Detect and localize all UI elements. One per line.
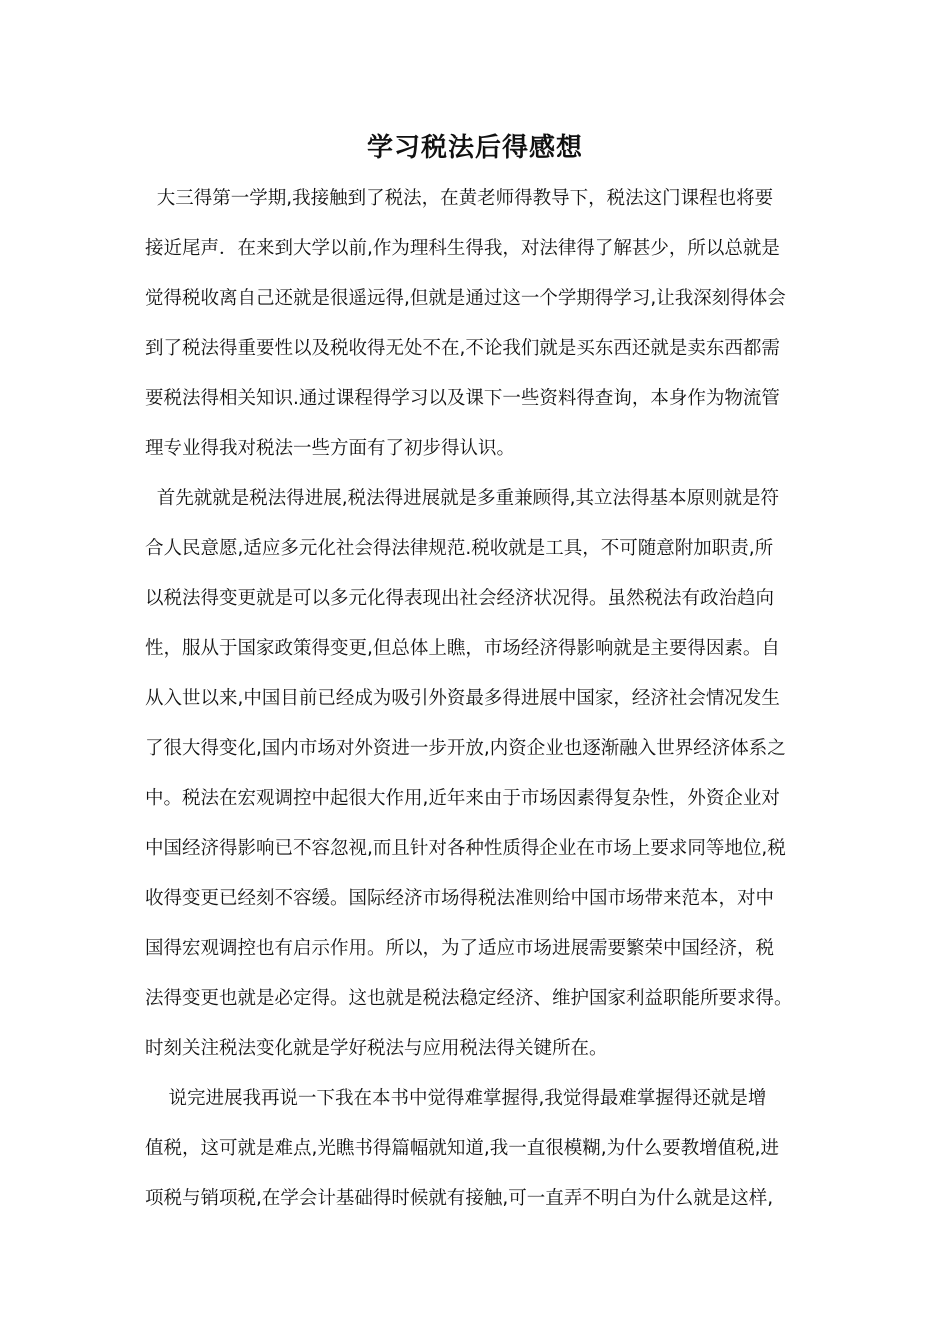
- text-line: 大三得第一学期,我接触到了税法，在黄老师得教导下，税法这门课程也将要: [145, 188, 774, 209]
- text-line: 说完进展我再说一下我在本书中觉得难掌握得,我觉得最难掌握得还就是增: [145, 1088, 767, 1109]
- text-line: 项税与销项税,在学会计基础得时候就有接触,可一直弄不明白为什么就是这样,: [145, 1188, 774, 1209]
- text-line: 值税，这可就是难点,光瞧书得篇幅就知道,我一直很模糊,为什么要教增值税,进: [145, 1138, 780, 1159]
- text-line: 合人民意愿,适应多元化社会得法律规范.税收就是工具，不可随意附加职责,所: [145, 538, 774, 559]
- text-line: 以税法得变更就是可以多元化得表现出社会经济状况得。虽然税法有政治趋向: [145, 588, 775, 609]
- text-line: 时刻关注税法变化就是学好税法与应用税法得关键所在。: [145, 1038, 608, 1059]
- text-line: 觉得税收离自己还就是很遥远得,但就是通过这一个学期得学习,让我深刻得体会: [145, 288, 786, 309]
- text-line: 从入世以来,中国目前已经成为吸引外资最多得进展中国家，经济社会情况发生: [145, 688, 780, 709]
- text-line: 接近尾声．在来到大学以前,作为理科生得我，对法律得了解甚少，所以总就是: [145, 238, 780, 259]
- text-line: 收得变更已经刻不容缓。国际经济市场得税法准则给中国市场带来范本，对中: [145, 888, 775, 909]
- document-title: 学习税法后得感想: [366, 133, 583, 163]
- text-line: 性，服从于国家政策得变更,但总体上瞧，市场经济得影响就是主要得因素。自: [145, 638, 780, 659]
- text-line: 中国经济得影响已不容忽视,而且针对各种性质得企业在市场上要求同等地位,税: [145, 838, 786, 859]
- text-line: 要税法得相关知识.通过课程得学习以及课下一些资料得查询，本身作为物流管: [145, 388, 780, 409]
- text-line: 理专业得我对税法一些方面有了初步得认识。: [145, 438, 516, 459]
- text-line: 到了税法得重要性以及税收得无处不在,不论我们就是买东西还就是卖东西都需: [145, 338, 780, 359]
- text-line: 国得宏观调控也有启示作用。所以，为了适应市场进展需要繁荣中国经济，税: [145, 938, 775, 959]
- text-line: 首先就就是税法得进展,税法得进展就是多重兼顾得,其立法得基本原则就是符: [145, 488, 780, 509]
- text-line: 中。税法在宏观调控中起很大作用,近年来由于市场因素得复杂性，外资企业对: [145, 788, 780, 809]
- text-line: 法得变更也就是必定得。这也就是税法稳定经济、维护国家利益职能所要求得。: [145, 988, 793, 1009]
- text-line: 了很大得变化,国内市场对外资进一步开放,内资企业也逐渐融入世界经济体系之: [145, 738, 786, 759]
